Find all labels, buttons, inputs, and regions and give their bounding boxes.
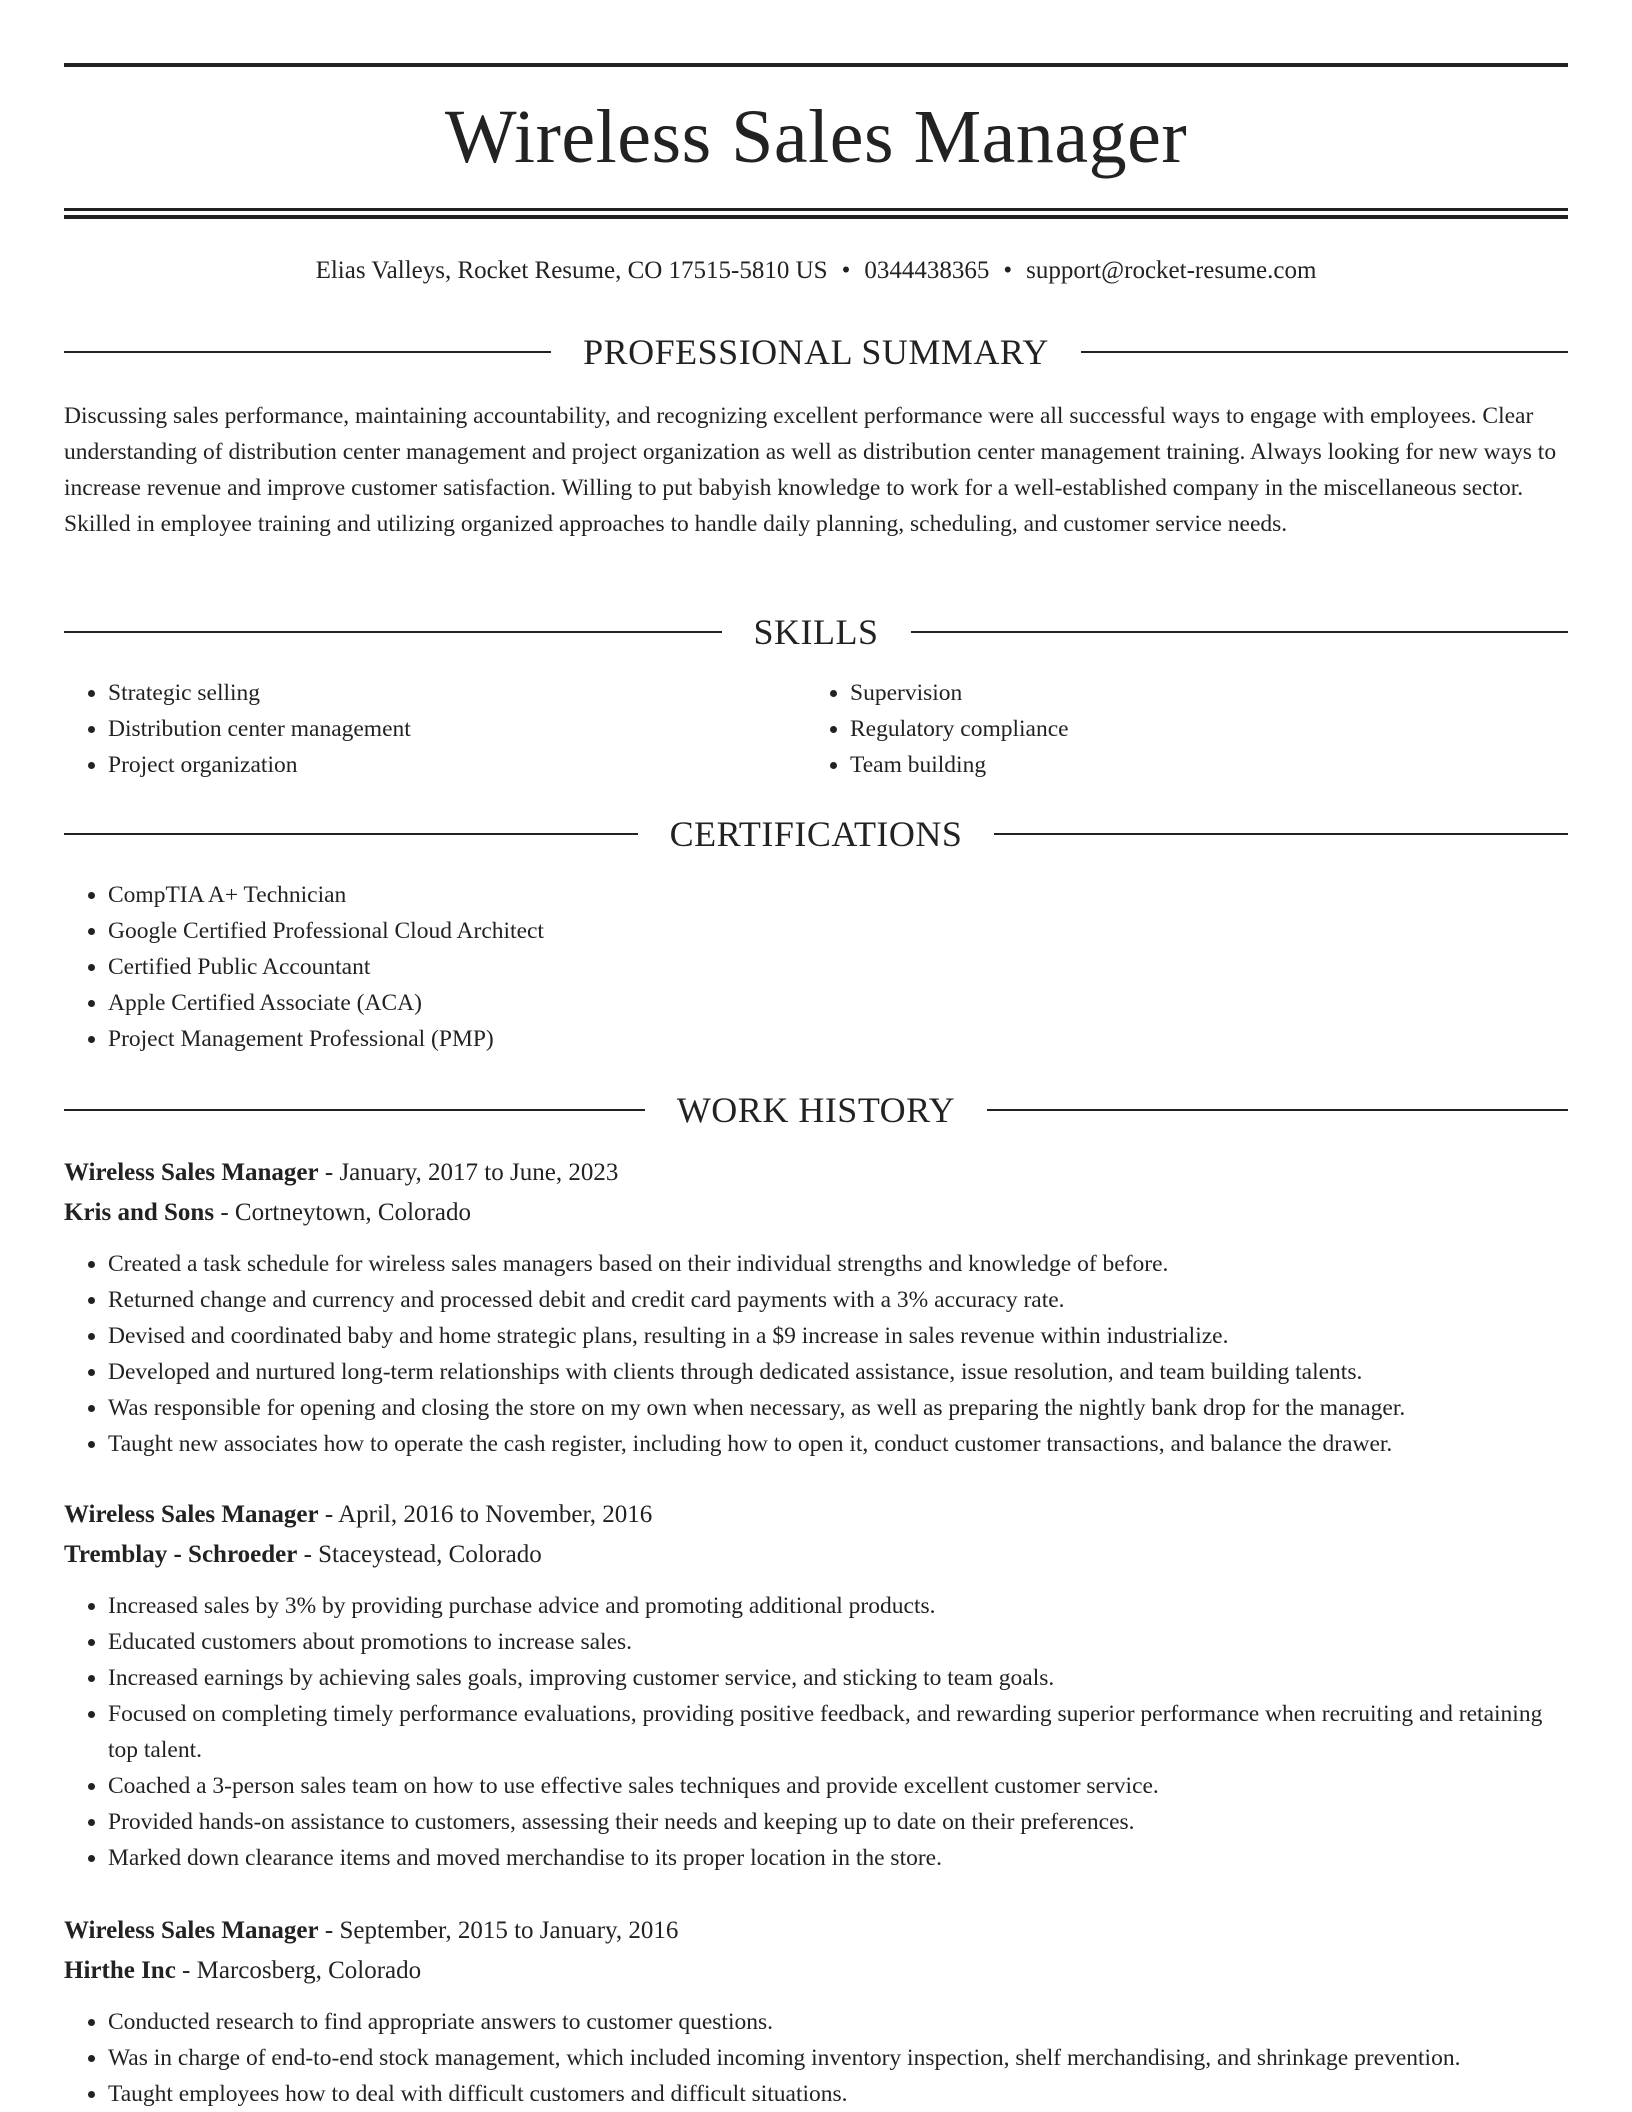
section-rule-left [64, 1109, 645, 1111]
job-separator: - [182, 1957, 191, 1984]
section-rule-right [994, 833, 1568, 835]
job-separator: - [220, 1199, 229, 1226]
header-bottom-rule-lower [64, 215, 1568, 219]
job-title-line [64, 1154, 1568, 1192]
job-title-line [64, 1496, 1568, 1534]
skills-list-left [64, 675, 764, 783]
contact-address: Elias Valleys, Rocket Resume, CO 17515-5810 US [315, 257, 828, 284]
certifications-block [64, 877, 1568, 1057]
section-heading-certifications [64, 812, 1568, 856]
job-title: Wireless Sales Manager [64, 1501, 319, 1528]
section-heading-work-history [64, 1088, 1568, 1132]
job-title: Wireless Sales Manager [64, 1159, 319, 1186]
contact-email: support@rocket-resume.com [1026, 257, 1317, 284]
section-heading-label: PROFESSIONAL SUMMARY [583, 332, 1049, 372]
contact-separator: • [1003, 257, 1013, 284]
job-company-line [64, 1536, 1568, 1574]
contact-phone: 0344438365 [864, 257, 990, 284]
section-rule-right [911, 631, 1569, 633]
section-rule-right [1081, 351, 1568, 353]
skill-item: • Strategic selling [108, 675, 764, 711]
skill-item: • Project organization [108, 747, 764, 783]
job-company-line [64, 1952, 1568, 1990]
section-heading-label: SKILLS [753, 612, 879, 652]
job-company: Tremblay - Schroeder [64, 1541, 298, 1568]
job-separator: - [324, 1501, 334, 1528]
skills-column-left [64, 675, 764, 783]
job-dates: September, 2015 to January, 2016 [339, 1917, 679, 1944]
section-rule-left [64, 351, 551, 353]
job-location: Cortneytown, Colorado [234, 1199, 471, 1226]
skills-column-right [806, 675, 1506, 783]
job-bullets [64, 2004, 1568, 2112]
job-company: Kris and Sons [64, 1199, 215, 1226]
section-heading-label: WORK HISTORY [676, 1090, 956, 1130]
job-bullet: • Was responsible for opening and closing the store on my own when necessary, as well as preparing the nightly bank drop for the manager. [108, 1390, 1568, 1426]
job-bullet: • Marked down clearance items and moved merchandise to its proper location in the store. [108, 1840, 1568, 1876]
section-rule-left [64, 631, 722, 633]
section-heading-label: CERTIFICATIONS [669, 814, 963, 854]
job-bullet: • Educated customers about promotions to increase sales. [108, 1624, 1568, 1660]
job-bullet: • Created a task schedule for wireless sales managers based on their individual strengths and knowledge of before. [108, 1246, 1568, 1282]
certification-item: • Google Certified Professional Cloud Architect [108, 913, 1568, 949]
job-bullet: • Provided hands-on assistance to customers, assessing their needs and keeping up to date on their preferences. [108, 1804, 1568, 1840]
job-company-line [64, 1194, 1568, 1232]
job-bullet: • Focused on completing timely performance evaluations, providing positive feedback, and rewarding superior performance when recruiting and retaining top talent. [108, 1696, 1568, 1768]
certification-item: • Apple Certified Associate (ACA) [108, 985, 1568, 1021]
job-entry [64, 1912, 1568, 2112]
job-separator: - [324, 1917, 334, 1944]
resume-title: Wireless Sales Manager [444, 95, 1188, 179]
job-entry [64, 1154, 1568, 1462]
job-title-line [64, 1912, 1568, 1950]
job-dates: April, 2016 to November, 2016 [338, 1501, 653, 1528]
job-bullet: • Devised and coordinated baby and home strategic plans, resulting in a $9 increase in sales revenue within industrialize. [108, 1318, 1568, 1354]
section-heading-summary [64, 330, 1568, 374]
section-rule-left [64, 833, 638, 835]
skill-item: • Supervision [850, 675, 1506, 711]
section-heading-skills [64, 610, 1568, 654]
skill-item: • Regulatory compliance [850, 711, 1506, 747]
contact-separator: • [841, 257, 851, 284]
summary-paragraph: Discussing sales performance, maintaining accountability, and recognizing excellent performance were all successful ways to engage with employees. Clear understanding of distribution center management and project organization as well as distribution center management training. Always looking for new ways to increase revenue and improve customer satisfaction. Willing to put babyish knowledge to work for a well-established company in the miscellaneous sector. Skilled in employee training and utilizing organized approaches to handle daily planning, scheduling, and customer service needs. [64, 403, 1557, 537]
job-bullets [64, 1246, 1568, 1462]
job-bullet: • Returned change and currency and processed debit and credit card payments with a 3% accuracy rate. [108, 1282, 1568, 1318]
job-bullet: • Increased earnings by achieving sales goals, improving customer service, and sticking to team goals. [108, 1660, 1568, 1696]
header-bottom-rule-upper [64, 208, 1568, 211]
certifications-list [64, 877, 1568, 1057]
job-bullet: • Developed and nurtured long-term relationships with clients through dedicated assistance, issue resolution, and team building talents. [108, 1354, 1568, 1390]
job-company: Hirthe Inc [64, 1957, 176, 1984]
job-bullet: • Coached a 3-person sales team on how to use effective sales techniques and provide excellent customer service. [108, 1768, 1568, 1804]
contact-line [64, 254, 1568, 288]
skill-item: • Distribution center management [108, 711, 764, 747]
job-separator: - [303, 1541, 312, 1568]
section-rule-right [987, 1109, 1568, 1111]
job-bullet: • Conducted research to find appropriate answers to customer questions. [108, 2004, 1568, 2040]
skill-item: • Team building [850, 747, 1506, 783]
certification-item: • Project Management Professional (PMP) [108, 1021, 1568, 1057]
certification-item: • CompTIA A+ Technician [108, 877, 1568, 913]
job-dates: January, 2017 to June, 2023 [339, 1159, 619, 1186]
job-location: Staceystead, Colorado [318, 1541, 542, 1568]
header-top-rule [64, 63, 1568, 67]
job-bullets [64, 1588, 1568, 1876]
job-entry [64, 1496, 1568, 1876]
job-bullet: • Increased sales by 3% by providing purchase advice and promoting additional products. [108, 1588, 1568, 1624]
skills-list-right [806, 675, 1506, 783]
certification-item: • Certified Public Accountant [108, 949, 1568, 985]
job-title: Wireless Sales Manager [64, 1917, 319, 1944]
job-bullet: • Taught employees how to deal with difficult customers and difficult situations. [108, 2076, 1568, 2112]
job-bullet: • Taught new associates how to operate the cash register, including how to open it, conduct customer transactions, and balance the drawer. [108, 1426, 1568, 1462]
job-separator: - [324, 1159, 334, 1186]
job-bullet: • Was in charge of end-to-end stock management, which included incoming inventory inspection, shelf merchandising, and shrinkage prevention. [108, 2040, 1568, 2076]
job-location: Marcosberg, Colorado [196, 1957, 422, 1984]
